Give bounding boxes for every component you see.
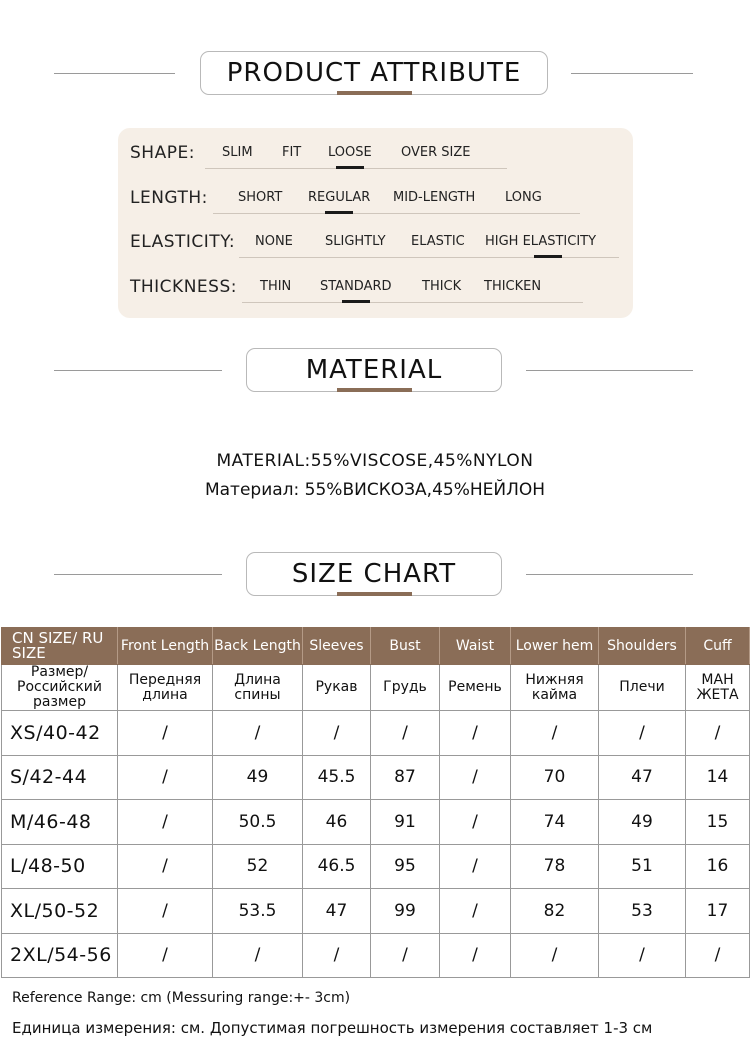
table-cell: 82 <box>511 889 599 934</box>
table-cell: / <box>118 933 213 978</box>
table-cell: / <box>440 755 511 800</box>
table-cell: 17 <box>686 889 750 934</box>
divider-right <box>526 370 693 371</box>
attribute-panel <box>118 128 633 318</box>
attribute-row-elasticity <box>130 232 630 262</box>
column-header: Front Length <box>118 628 213 665</box>
attribute-option: ELASTIC <box>411 234 465 249</box>
title-underline <box>337 592 412 596</box>
column-header: Waist <box>440 628 511 665</box>
column-header-ru: Грудь <box>371 665 440 711</box>
table-cell: 46.5 <box>303 844 371 889</box>
material-header <box>0 348 750 398</box>
section-title: SIZE CHART <box>246 552 502 596</box>
attribute-options <box>239 232 619 258</box>
table-cell: / <box>118 711 213 756</box>
column-header-ru: МАН ЖЕТА <box>686 665 750 711</box>
table-cell: / <box>599 933 686 978</box>
table-cell: 15 <box>686 800 750 845</box>
table-cell: 91 <box>371 800 440 845</box>
column-header: Cuff <box>686 628 750 665</box>
column-header-ru: Длина спины <box>213 665 303 711</box>
size-cell: L/48-50 <box>2 844 118 889</box>
table-row <box>2 800 750 845</box>
table-cell: 99 <box>371 889 440 934</box>
attribute-option: THIN <box>260 279 292 294</box>
table-row <box>2 933 750 978</box>
table-cell: 47 <box>599 755 686 800</box>
size-chart-header <box>0 552 750 602</box>
table-cell: 16 <box>686 844 750 889</box>
size-cell: S/42-44 <box>2 755 118 800</box>
table-cell: / <box>118 844 213 889</box>
size-cell: XL/50-52 <box>2 889 118 934</box>
attribute-label: THICKNESS: <box>130 277 237 297</box>
table-cell: 47 <box>303 889 371 934</box>
product-attribute-header <box>0 51 750 101</box>
attribute-option-selected: LOOSE <box>328 145 372 160</box>
table-cell: 49 <box>213 755 303 800</box>
column-header-ru: Передняя длина <box>118 665 213 711</box>
table-cell: 53.5 <box>213 889 303 934</box>
size-chart-table <box>1 627 750 978</box>
attribute-option: NONE <box>255 234 293 249</box>
attribute-option: THICK <box>422 279 462 294</box>
material-russian: Материал: 55%ВИСКОЗА,45%НЕЙЛОН <box>204 480 546 500</box>
column-header-ru: Плечи <box>599 665 686 711</box>
table-cell: 50.5 <box>213 800 303 845</box>
attribute-option: THICKEN <box>484 279 542 294</box>
column-header-ru: Ремень <box>440 665 511 711</box>
size-cell: 2XL/54-56 <box>2 933 118 978</box>
reference-range-note: Reference Range: cm (Messuring range:+- 3cm) <box>12 990 351 1006</box>
table-cell: / <box>118 889 213 934</box>
attribute-option: MID-LENGTH <box>393 190 476 205</box>
attribute-label: LENGTH: <box>130 188 208 208</box>
table-cell: / <box>118 800 213 845</box>
table-cell: / <box>440 800 511 845</box>
attribute-row-length <box>130 188 630 218</box>
table-cell: 74 <box>511 800 599 845</box>
table-cell: 52 <box>213 844 303 889</box>
table-cell: / <box>686 711 750 756</box>
header-row-english <box>2 628 750 665</box>
table-cell: 49 <box>599 800 686 845</box>
header-row-russian <box>2 665 750 711</box>
table-cell: / <box>511 711 599 756</box>
table-row <box>2 844 750 889</box>
table-cell: / <box>371 933 440 978</box>
column-header-ru: Размер/ Российский размер <box>2 665 118 711</box>
table-cell: / <box>440 711 511 756</box>
table-cell: 87 <box>371 755 440 800</box>
attribute-option: SLIM <box>222 145 253 160</box>
table-cell: 78 <box>511 844 599 889</box>
table-cell: / <box>686 933 750 978</box>
column-header: Sleeves <box>303 628 371 665</box>
column-header: Shoulders <box>599 628 686 665</box>
column-header-ru: Нижняя кайма <box>511 665 599 711</box>
attribute-label: SHAPE: <box>130 143 195 163</box>
size-cell: M/46-48 <box>2 800 118 845</box>
attribute-option: FIT <box>282 145 302 160</box>
table-cell: 45.5 <box>303 755 371 800</box>
table-cell: / <box>371 711 440 756</box>
table-cell: 14 <box>686 755 750 800</box>
divider-right <box>526 574 693 575</box>
section-title: PRODUCT ATTRIBUTE <box>200 51 548 95</box>
table-cell: / <box>440 889 511 934</box>
attribute-option: SHORT <box>238 190 283 205</box>
column-header: Lower hem <box>511 628 599 665</box>
attribute-options <box>213 188 580 214</box>
column-header: CN SIZE/ RU SIZE <box>2 628 118 665</box>
column-header-ru: Рукав <box>303 665 371 711</box>
divider-left <box>54 370 222 371</box>
divider-left <box>54 73 175 74</box>
attribute-options <box>242 277 583 303</box>
column-header: Bust <box>371 628 440 665</box>
size-cell: XS/40-42 <box>2 711 118 756</box>
divider-right <box>571 73 693 74</box>
attribute-label: ELASTICITY: <box>130 232 236 252</box>
table-cell: / <box>303 711 371 756</box>
table-cell: / <box>440 844 511 889</box>
title-underline <box>337 388 412 392</box>
table-cell: / <box>511 933 599 978</box>
table-cell: / <box>213 933 303 978</box>
table-cell: 95 <box>371 844 440 889</box>
attribute-option: SLIGHTLY <box>325 234 386 249</box>
material-info <box>0 447 750 505</box>
material-english: MATERIAL:55%VISCOSE,45%NYLON <box>216 451 534 471</box>
table-cell: / <box>118 755 213 800</box>
title-underline <box>337 91 412 95</box>
table-cell: / <box>599 711 686 756</box>
table-cell: / <box>440 933 511 978</box>
table-row <box>2 711 750 756</box>
table-cell: / <box>303 933 371 978</box>
table-row <box>2 889 750 934</box>
table-cell: / <box>213 711 303 756</box>
attribute-row-shape <box>130 143 630 173</box>
divider-left <box>54 574 222 575</box>
attribute-option-selected: STANDARD <box>320 279 392 294</box>
column-header: Back Length <box>213 628 303 665</box>
table-cell: 51 <box>599 844 686 889</box>
attribute-option: LONG <box>505 190 542 205</box>
attribute-option-selected: HIGH ELASTICITY <box>485 234 597 249</box>
table-row <box>2 755 750 800</box>
table-cell: 46 <box>303 800 371 845</box>
attribute-option-selected: REGULAR <box>308 190 371 205</box>
attribute-options <box>205 143 507 169</box>
table-cell: 70 <box>511 755 599 800</box>
section-title: MATERIAL <box>246 348 502 392</box>
attribute-option: OVER SIZE <box>401 145 471 160</box>
attribute-row-thickness <box>130 277 630 307</box>
table-cell: 53 <box>599 889 686 934</box>
measurement-note-ru: Единица измерения: см. Допустимая погрешность измерения составляет 1-3 см <box>12 1019 653 1037</box>
